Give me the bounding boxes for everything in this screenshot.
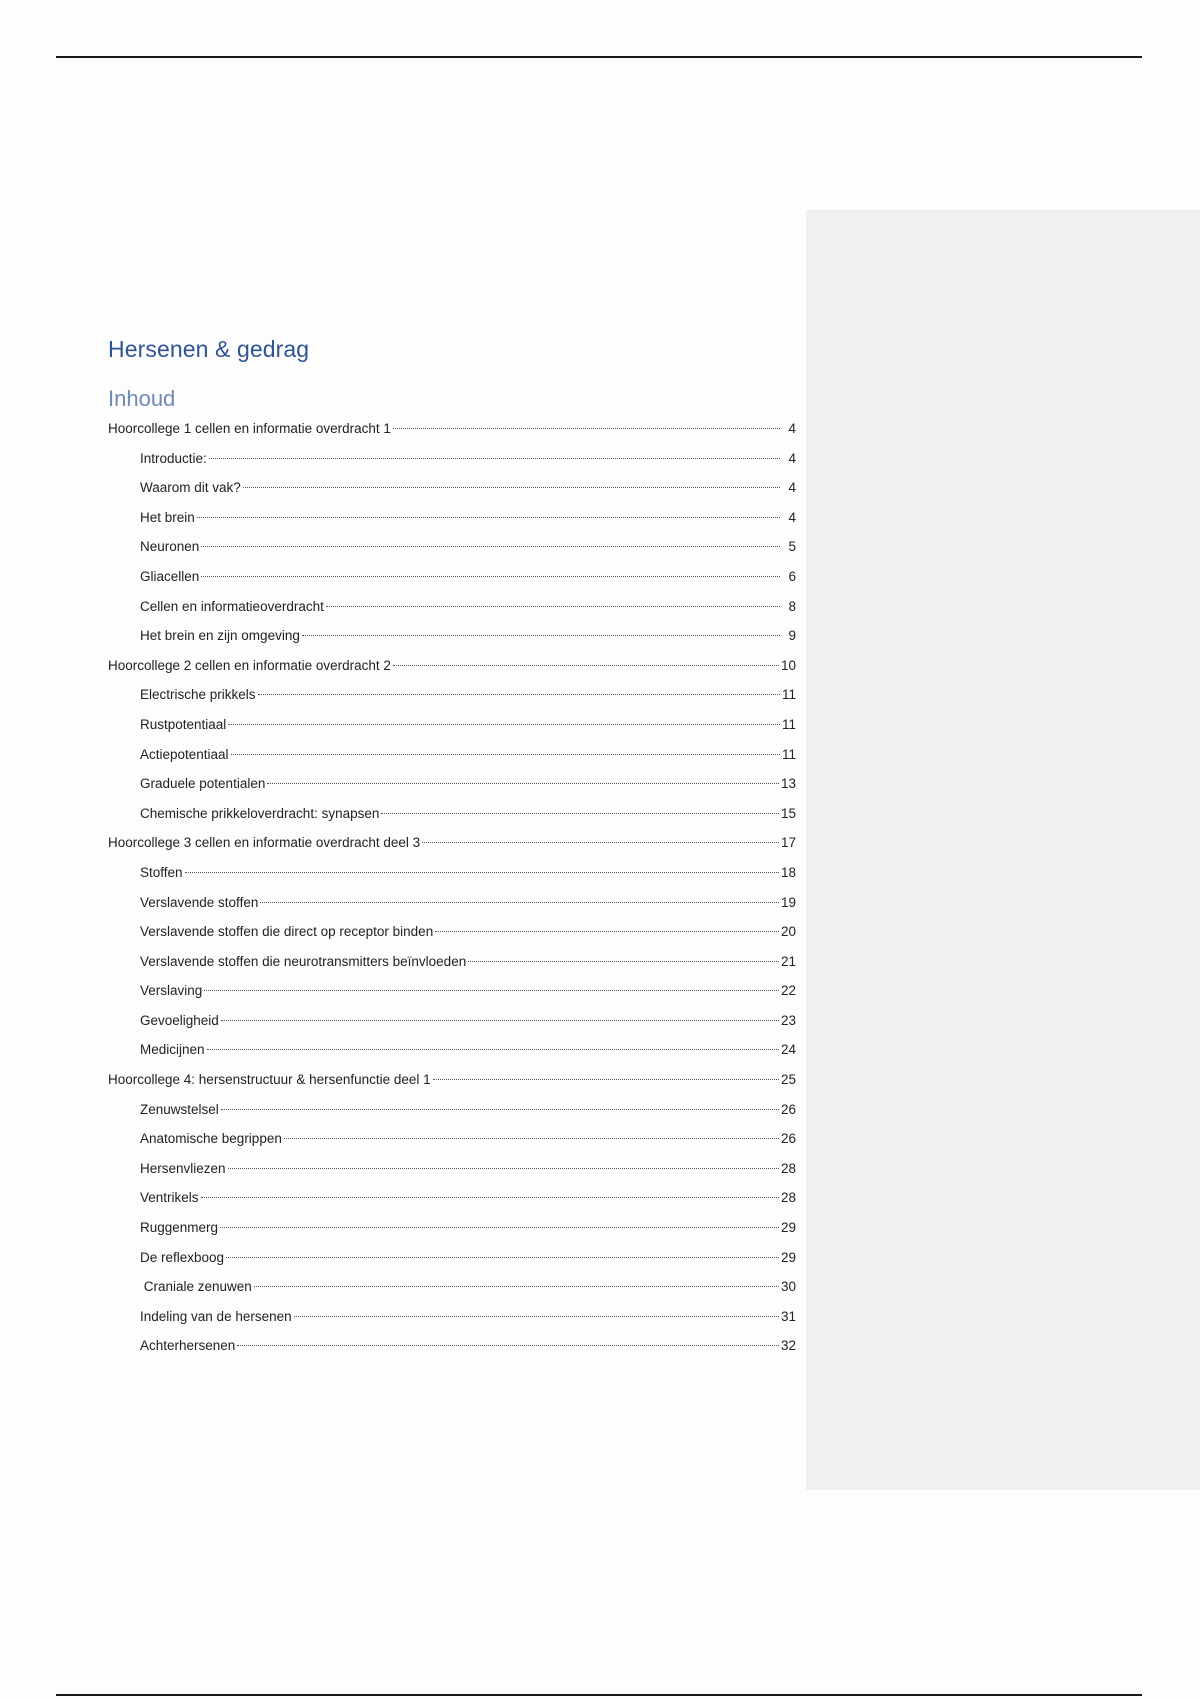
toc-dot-leader	[220, 1227, 779, 1228]
toc-entry-label: Verslaving	[140, 983, 203, 999]
toc-dot-leader	[228, 1168, 779, 1169]
toc-entry-page-number: 29	[780, 1249, 796, 1265]
toc-entry-label: Hoorcollege 4: hersenstructuur & hersenfunctie deel 1	[108, 1072, 431, 1088]
toc-dot-leader	[260, 902, 779, 903]
toc-entry-chapter[interactable]	[108, 651, 796, 681]
toc-entry-page-number: 17	[780, 835, 796, 851]
toc-dot-leader	[197, 517, 780, 518]
toc-entry-page-number: 4	[788, 421, 796, 436]
toc-entry-label: Verslavende stoffen die neurotransmitters beïnvloeden	[140, 953, 467, 969]
toc-heading: Inhoud	[108, 386, 176, 411]
toc-dot-leader	[433, 1079, 779, 1080]
toc-entry-label: Hoorcollege 2 cellen en informatie overdracht 2	[108, 657, 391, 673]
toc-entry-page-number: 29	[780, 1220, 796, 1236]
toc-entry-page-number: 19	[780, 894, 796, 910]
toc-entry-label: Hersenvliezen	[140, 1160, 226, 1176]
header-rule	[56, 56, 1142, 58]
toc-dot-leader	[201, 546, 780, 547]
toc-entry-label: Chemische prikkeloverdracht: synapsen	[140, 805, 380, 821]
toc-dot-leader	[226, 1257, 779, 1258]
toc-entry-label: Anatomische begrippen	[140, 1131, 282, 1147]
toc-dot-leader	[201, 576, 780, 577]
toc-entry-label: Het brein	[140, 509, 195, 525]
toc-dot-leader	[258, 694, 780, 695]
toc-entry-page-number: 11	[781, 716, 796, 732]
toc-entry-label: Het brein en zijn omgeving	[140, 628, 300, 644]
toc-entry-page-number: 8	[788, 598, 796, 614]
table-of-contents	[108, 414, 796, 1361]
toc-entry-section[interactable]	[108, 473, 796, 503]
toc-dot-leader	[221, 1020, 779, 1021]
toc-entry-label: Verslavende stoffen die direct op receptor binden	[140, 924, 434, 940]
toc-dot-leader	[393, 665, 779, 666]
toc-entry-section[interactable]	[108, 1006, 796, 1036]
toc-dot-leader	[435, 931, 779, 932]
toc-entry-section[interactable]	[108, 740, 796, 770]
toc-dot-leader	[221, 1109, 779, 1110]
toc-entry-page-number: 25	[780, 1072, 796, 1088]
toc-entry-page-number: 18	[780, 864, 796, 880]
toc-entry-page-number: 11	[781, 687, 796, 703]
toc-dot-leader	[209, 458, 780, 459]
toc-entry-page-number: 31	[780, 1308, 796, 1324]
toc-entry-page-number: 4	[788, 509, 796, 525]
toc-entry-label: Waarom dit vak?	[140, 480, 241, 496]
toc-entry-label: Cellen en informatieoverdracht	[140, 598, 324, 614]
toc-dot-leader	[393, 428, 780, 429]
toc-entry-section[interactable]	[108, 888, 796, 918]
toc-entry-section[interactable]	[108, 947, 796, 977]
toc-entry-label: Indeling van de hersenen	[140, 1308, 292, 1324]
toc-entry-label: Craniale zenuwen	[140, 1279, 252, 1295]
toc-entry-page-number: 28	[780, 1190, 796, 1206]
toc-entry-label: Ruggenmerg	[140, 1220, 219, 1236]
toc-entry-section[interactable]	[108, 1243, 796, 1273]
toc-dot-leader	[422, 842, 779, 843]
toc-entry-chapter[interactable]	[108, 414, 796, 444]
toc-entry-page-number: 6	[788, 568, 796, 584]
toc-entry-section[interactable]	[108, 444, 796, 474]
toc-entry-page-number: 13	[780, 776, 796, 792]
toc-dot-leader	[185, 872, 779, 873]
toc-entry-section[interactable]	[108, 1272, 796, 1302]
toc-dot-leader	[237, 1345, 779, 1346]
toc-entry-label: De reflexboog	[140, 1249, 225, 1265]
toc-entry-section[interactable]	[108, 1213, 796, 1243]
toc-entry-page-number: 23	[780, 1012, 796, 1028]
toc-dot-leader	[381, 813, 779, 814]
toc-entry-chapter[interactable]	[108, 828, 796, 858]
toc-entry-label: Hoorcollege 3 cellen en informatie overdracht deel 3	[108, 835, 421, 851]
toc-entry-section[interactable]	[108, 1154, 796, 1184]
toc-entry-section[interactable]	[108, 917, 796, 947]
toc-entry-page-number: 28	[780, 1160, 796, 1176]
toc-entry-label: Hoorcollege 1 cellen en informatie overdracht 1	[108, 421, 391, 436]
toc-entry-page-number: 24	[780, 1042, 796, 1058]
toc-entry-page-number: 20	[780, 924, 796, 940]
toc-entry-label: Gliacellen	[140, 568, 200, 584]
toc-entry-label: Electrische prikkels	[140, 687, 256, 703]
toc-dot-leader	[284, 1138, 779, 1139]
toc-dot-leader	[204, 990, 779, 991]
toc-entry-page-number: 32	[780, 1338, 796, 1354]
toc-dot-leader	[326, 606, 780, 607]
toc-entry-page-number: 4	[788, 480, 796, 496]
toc-dot-leader	[294, 1316, 779, 1317]
toc-entry-label: Ventrikels	[140, 1190, 199, 1206]
toc-entry-label: Actiepotentiaal	[140, 746, 229, 762]
toc-entry-section[interactable]	[108, 858, 796, 888]
toc-entry-section[interactable]	[108, 592, 796, 622]
toc-entry-section[interactable]	[108, 1095, 796, 1125]
toc-entry-section[interactable]	[108, 532, 796, 562]
toc-entry-page-number: 9	[788, 628, 796, 644]
document-title: Hersenen & gedrag	[108, 336, 310, 362]
toc-entry-chapter[interactable]	[108, 1065, 796, 1095]
toc-dot-leader	[302, 635, 780, 636]
footer-rule	[56, 1694, 1142, 1696]
toc-entry-page-number: 11	[781, 746, 796, 762]
toc-entry-page-number: 21	[780, 953, 796, 969]
toc-entry-section[interactable]	[108, 799, 796, 829]
toc-dot-leader	[228, 724, 780, 725]
toc-entry-label: Rustpotentiaal	[140, 716, 227, 732]
toc-dot-leader	[231, 754, 780, 755]
toc-entry-page-number: 10	[780, 657, 796, 673]
toc-entry-label: Medicijnen	[140, 1042, 205, 1058]
toc-entry-page-number: 4	[788, 450, 796, 466]
toc-entry-section[interactable]	[108, 1331, 796, 1361]
toc-entry-label: Gevoeligheid	[140, 1012, 219, 1028]
toc-entry-section[interactable]	[108, 680, 796, 710]
toc-entry-section[interactable]	[108, 503, 796, 533]
toc-entry-label: Achterhersenen	[140, 1338, 236, 1354]
toc-entry-section[interactable]	[108, 710, 796, 740]
toc-entry-page-number: 22	[780, 983, 796, 999]
toc-dot-leader	[267, 783, 779, 784]
toc-dot-leader	[468, 961, 779, 962]
toc-entry-section[interactable]	[108, 1124, 796, 1154]
toc-entry-page-number: 15	[780, 805, 796, 821]
toc-entry-section[interactable]	[108, 769, 796, 799]
toc-entry-section[interactable]	[108, 1183, 796, 1213]
toc-entry-page-number: 26	[780, 1131, 796, 1147]
toc-entry-section[interactable]	[108, 1035, 796, 1065]
toc-entry-label: Zenuwstelsel	[140, 1101, 219, 1117]
toc-entry-label: Neuronen	[140, 539, 200, 555]
toc-entry-section[interactable]	[108, 562, 796, 592]
toc-dot-leader	[207, 1049, 779, 1050]
toc-dot-leader	[201, 1197, 779, 1198]
toc-entry-section[interactable]	[108, 1302, 796, 1332]
toc-entry-section[interactable]	[108, 621, 796, 651]
toc-dot-leader	[243, 487, 780, 488]
toc-entry-page-number: 30	[780, 1279, 796, 1295]
toc-entry-page-number: 26	[780, 1101, 796, 1117]
toc-entry-label: Verslavende stoffen	[140, 894, 259, 910]
toc-entry-label: Stoffen	[140, 864, 183, 880]
toc-entry-section[interactable]	[108, 976, 796, 1006]
comment-pane	[806, 210, 1200, 1490]
toc-entry-label: Graduele potentialen	[140, 776, 266, 792]
toc-entry-page-number: 5	[788, 539, 796, 555]
toc-dot-leader	[254, 1286, 779, 1287]
toc-entry-label: Introductie:	[140, 450, 207, 466]
